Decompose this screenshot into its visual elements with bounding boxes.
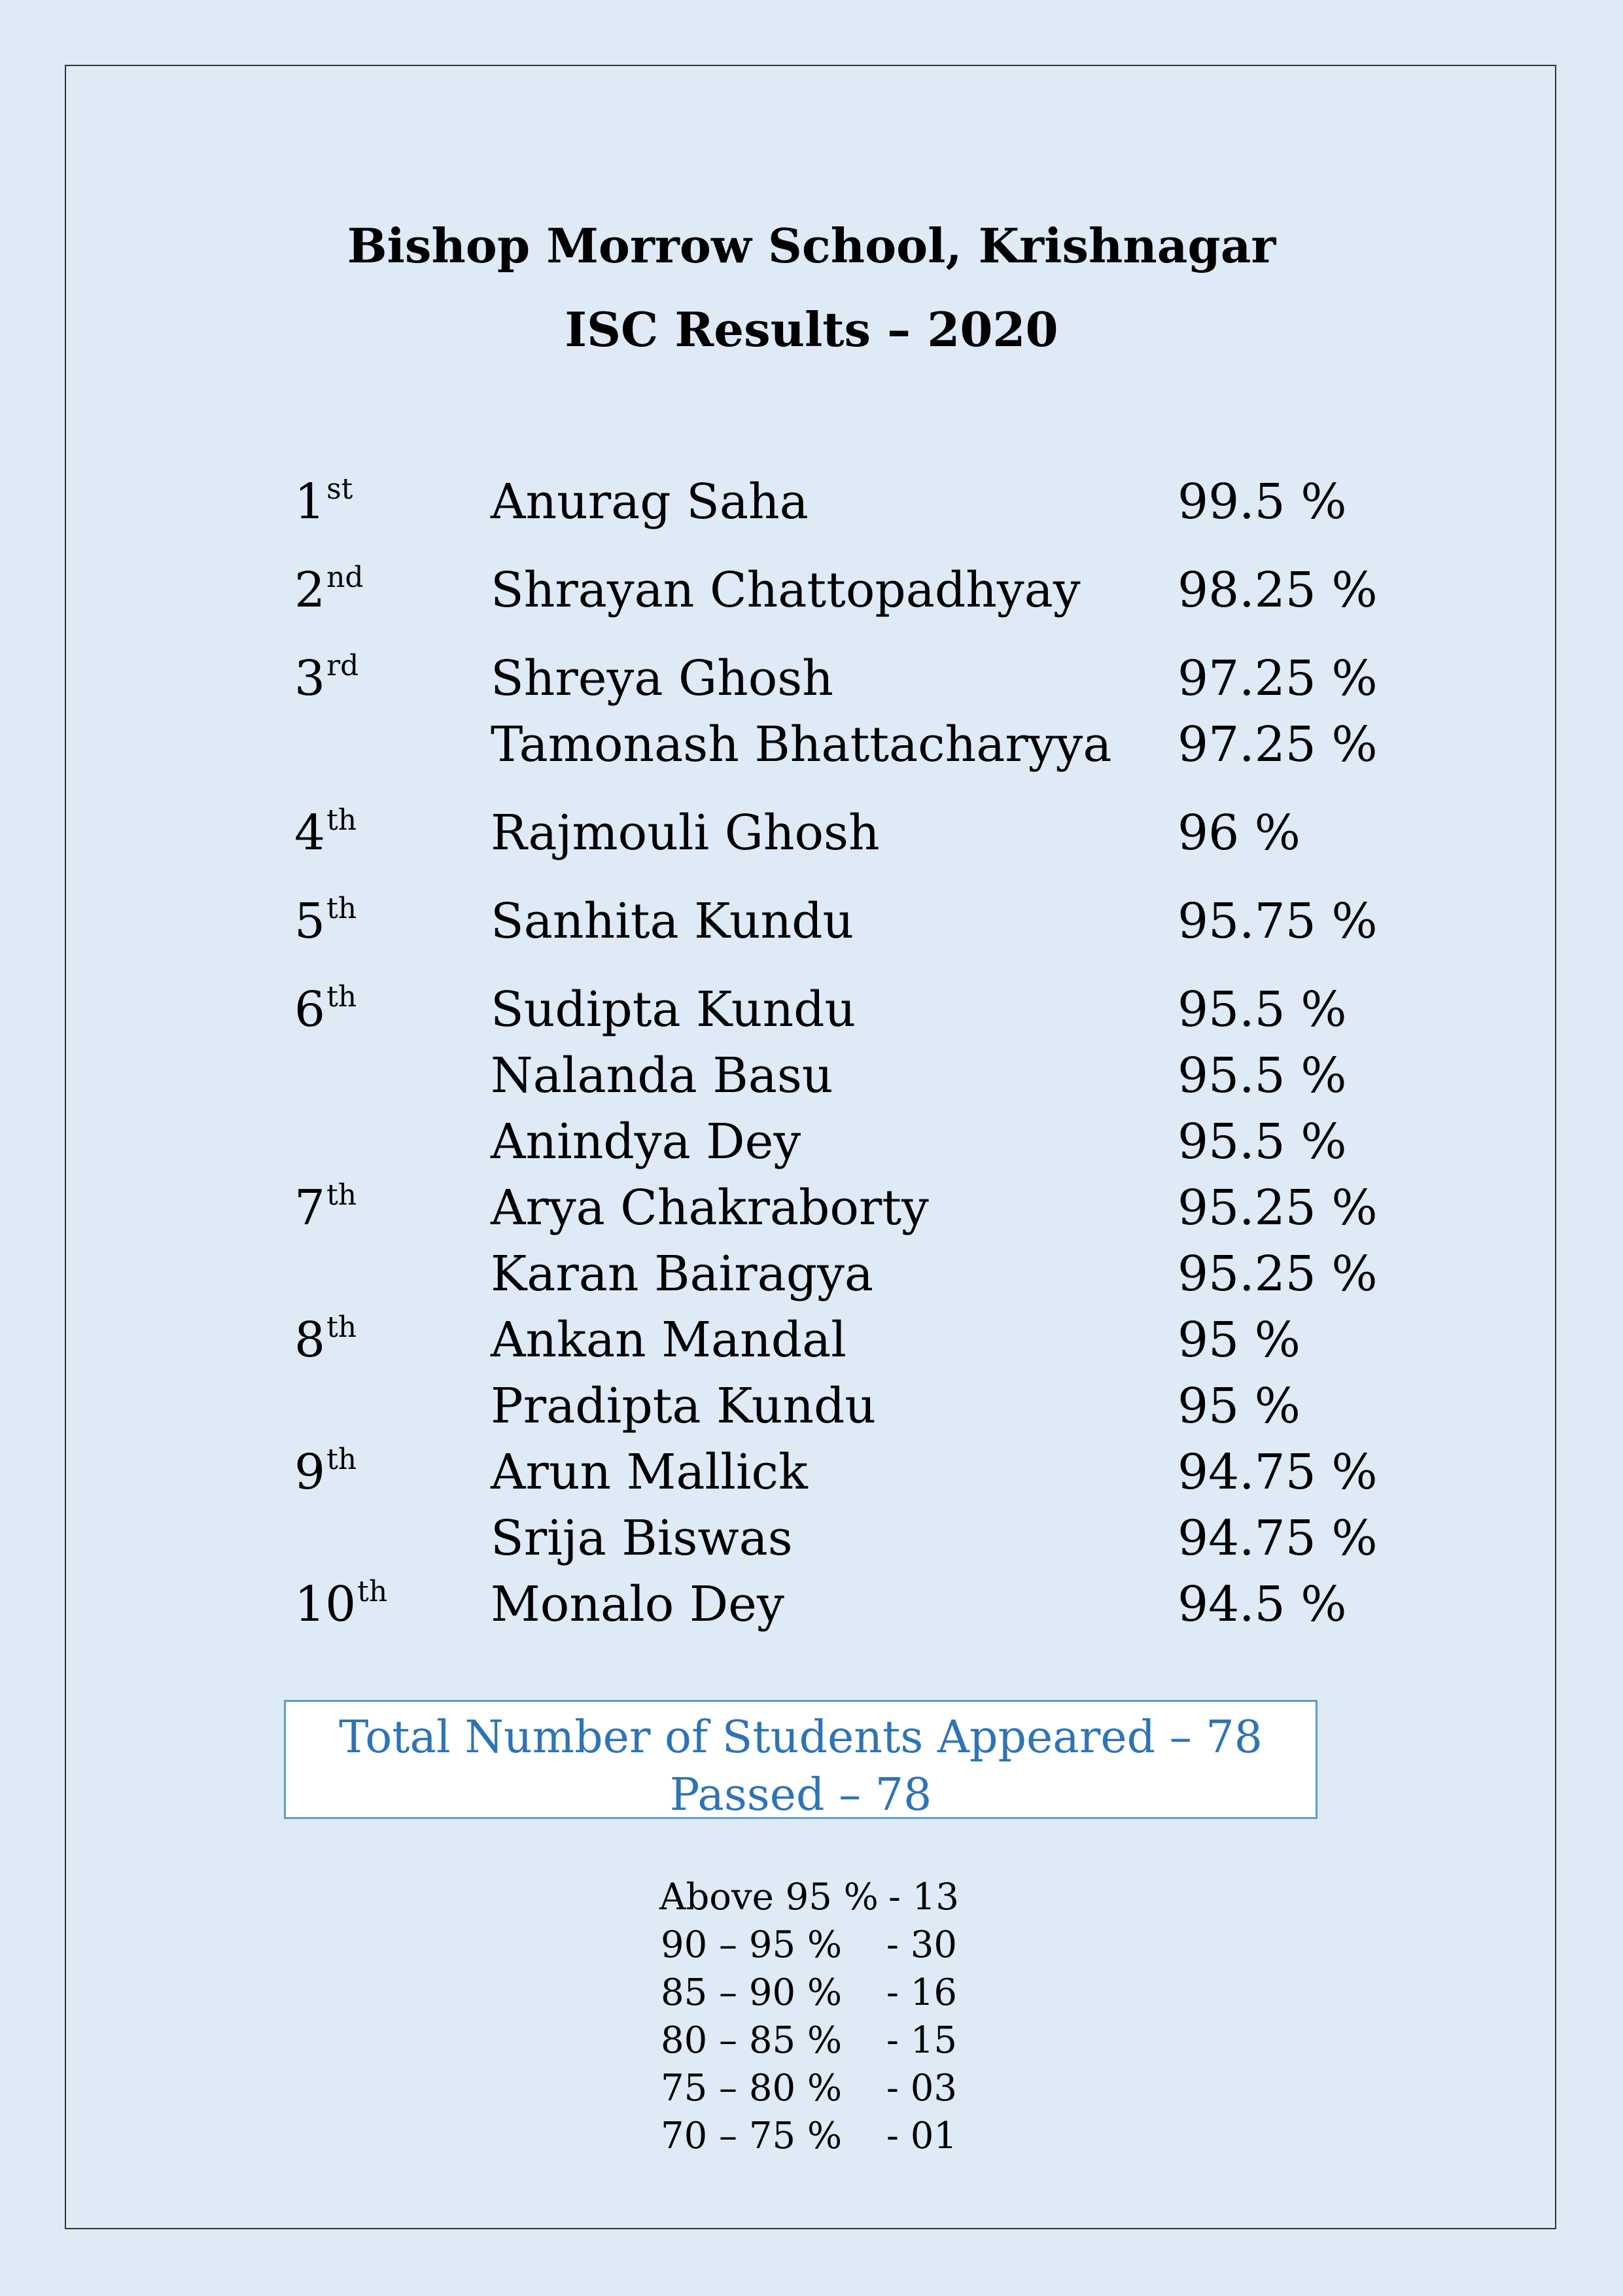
result-row — [0, 649, 1623, 720]
student-name: Nalanda Basu — [491, 1048, 833, 1104]
rank: 9th — [294, 1443, 357, 1500]
student-name: Karan Bairagya — [491, 1246, 874, 1302]
student-percent: 95.5 % — [1178, 1114, 1347, 1170]
result-row — [0, 980, 1623, 1051]
student-name: Tamonash Bhattacharyya — [491, 716, 1112, 773]
rank: 8th — [294, 1311, 357, 1368]
student-percent: 96 % — [1178, 805, 1300, 861]
student-percent: 94.5 % — [1178, 1576, 1347, 1633]
result-row — [0, 1575, 1623, 1646]
rank — [294, 1382, 296, 1430]
student-percent: 95.5 % — [1178, 981, 1347, 1038]
result-row — [0, 804, 1623, 874]
rank — [294, 1118, 296, 1166]
student-percent: 99.5 % — [1178, 474, 1347, 530]
result-row — [0, 1114, 1623, 1183]
distribution-range: 80 – 85 % — [661, 2019, 843, 2062]
student-name: Pradipta Kundu — [491, 1378, 877, 1434]
rank — [294, 1051, 296, 1100]
distribution-count: - 15 — [886, 2019, 957, 2062]
distribution-count: - 03 — [886, 2067, 957, 2110]
student-percent: 95.25 % — [1178, 1180, 1378, 1236]
student-name: Shreya Ghosh — [491, 650, 833, 707]
distribution-count: - 16 — [886, 1971, 957, 2014]
distribution-range: 85 – 90 % — [661, 1971, 843, 2014]
student-name: Ankan Mandal — [491, 1312, 846, 1368]
result-row — [0, 1510, 1623, 1580]
student-percent: 94.75 % — [1178, 1444, 1378, 1500]
rank — [294, 720, 296, 769]
result-row — [0, 1443, 1623, 1513]
student-percent: 94.75 % — [1178, 1510, 1378, 1566]
student-percent: 98.25 % — [1178, 562, 1378, 618]
totals-box — [284, 1700, 1318, 1819]
student-percent: 97.25 % — [1178, 716, 1378, 773]
student-percent: 95.5 % — [1178, 1048, 1347, 1104]
student-percent: 95.75 % — [1178, 893, 1378, 949]
student-name: Anindya Dey — [491, 1114, 801, 1170]
distribution-range: 90 – 95 % — [661, 1924, 843, 1966]
total-passed: Passed – 78 — [669, 1769, 932, 1821]
rank: 4th — [294, 804, 357, 861]
result-row — [0, 892, 1623, 963]
student-name: Srija Biswas — [491, 1510, 793, 1566]
rank: 3rd — [294, 649, 359, 707]
distribution-range: 75 – 80 % — [661, 2067, 843, 2110]
result-row — [0, 1378, 1623, 1447]
school-title: Bishop Morrow School, Krishnagar — [347, 218, 1276, 274]
result-row — [0, 1178, 1623, 1249]
student-name: Anurag Saha — [491, 474, 809, 530]
result-row — [0, 1311, 1623, 1381]
distribution-range: 70 – 75 % — [661, 2115, 843, 2157]
distribution-count: - 01 — [886, 2115, 957, 2157]
rank: 7th — [294, 1178, 357, 1236]
result-row — [0, 1246, 1623, 1315]
student-name: Monalo Dey — [491, 1576, 784, 1633]
rank: 1st — [294, 472, 353, 530]
result-row — [0, 561, 1623, 631]
rank: 2nd — [294, 561, 364, 618]
rank: 6th — [294, 980, 357, 1038]
rank — [294, 1514, 296, 1563]
total-appeared: Total Number of Students Appeared – 78 — [339, 1712, 1263, 1763]
student-name: Shrayan Chattopadhyay — [491, 562, 1081, 618]
student-percent: 95.25 % — [1178, 1246, 1378, 1302]
result-row — [0, 472, 1623, 543]
result-row — [0, 1048, 1623, 1117]
distribution-range: Above 95 % — [659, 1876, 879, 1918]
result-row — [0, 716, 1623, 786]
student-percent: 95 % — [1178, 1312, 1300, 1368]
distribution-count: - 13 — [888, 1876, 959, 1918]
distribution-count: - 30 — [886, 1924, 957, 1966]
student-name: Arya Chakraborty — [491, 1180, 929, 1236]
rank: 5th — [294, 892, 357, 949]
student-percent: 95 % — [1178, 1378, 1300, 1434]
rank — [294, 1250, 296, 1298]
results-subtitle: ISC Results – 2020 — [565, 302, 1058, 357]
student-name: Sanhita Kundu — [491, 893, 854, 949]
student-percent: 97.25 % — [1178, 650, 1378, 707]
student-name: Sudipta Kundu — [491, 981, 856, 1038]
rank: 10th — [294, 1575, 388, 1633]
student-name: Arun Mallick — [491, 1444, 808, 1500]
student-name: Rajmouli Ghosh — [491, 805, 880, 861]
